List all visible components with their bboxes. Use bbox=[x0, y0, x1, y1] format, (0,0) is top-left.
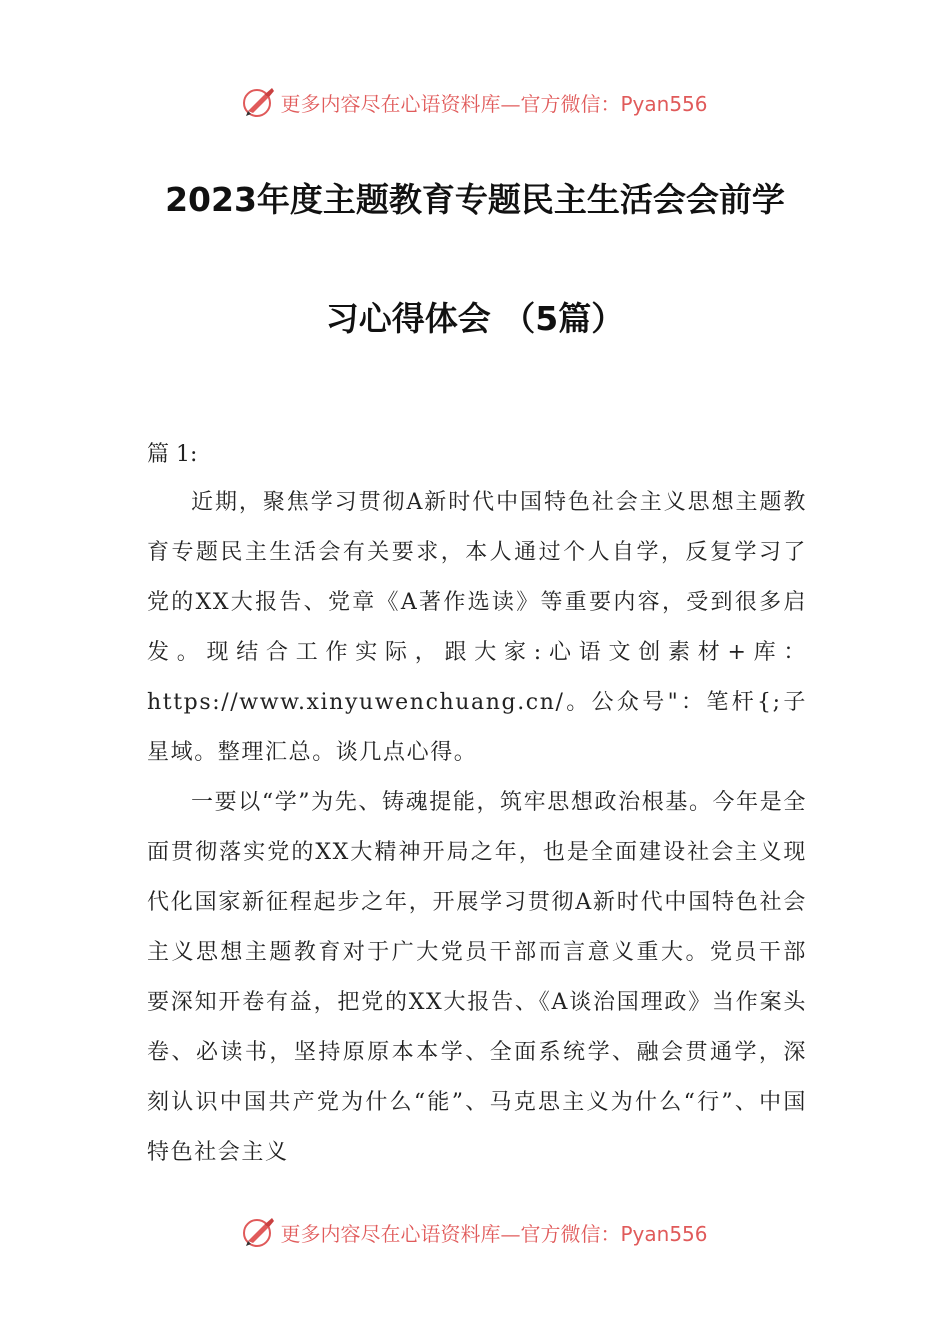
pen-logo-icon bbox=[242, 1215, 276, 1249]
watermark-text: 更多内容尽在心语资料库—官方微信：Pyan556 bbox=[280, 1221, 708, 1246]
document-title-line-1: 2023年度主题教育专题民主生活会会前学 bbox=[165, 180, 785, 219]
watermark-banner-bottom bbox=[0, 1212, 950, 1252]
watermark-text: 更多内容尽在心语资料库—官方微信：Pyan556 bbox=[280, 91, 708, 116]
section-label: 篇 1: bbox=[147, 442, 198, 467]
document-title-line-2: 习心得体会 （5篇） bbox=[325, 299, 625, 338]
paragraph-2: 一要以“学”为先、铸魂提能，筑牢思想政治根基。今年是全面贯彻落实党的XX大精神开局之年，也是全面建设社会主义现代化国家新征程起步之年，开展学习贯彻A新时代中国特色社会主义思想主题教育对于广大党员干部而言意义重大。党员干部要深知开卷有益，把党的XX大报告、《A谈治国理政》当作案头卷、必读书，坚持原原本本学、全面系统学、融会贯通学，深刻认识中国共产党为什么“能”、马克思主义为什么“行”、中国特色社会主义 bbox=[147, 790, 807, 1165]
watermark-banner-top bbox=[0, 82, 950, 122]
pen-logo-icon bbox=[242, 85, 276, 119]
paragraph-1: 近期，聚焦学习贯彻A新时代中国特色社会主义思想主题教育专题民主生活会有关要求，本人通过个人自学，反复学习了党的XX大报告、党章《A著作选读》等重要内容，受到很多启发。现结合工作实际，跟大家:心语文创素材+库：https://www.xinyuwenchuang.cn/。公众号"：笔杆{;子星域。整理汇总。谈几点心得。 bbox=[147, 490, 807, 765]
